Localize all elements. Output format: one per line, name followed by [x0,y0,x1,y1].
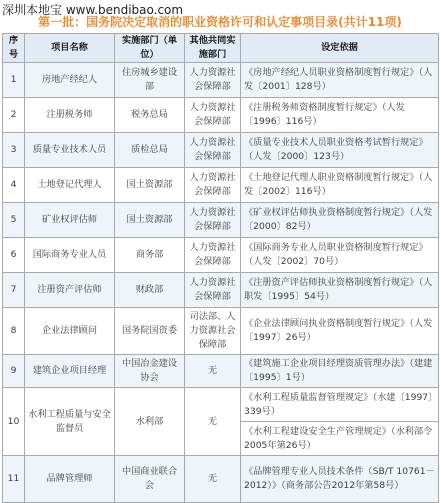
row-seq: 3 [3,133,25,168]
row-co: 人力资源社会保障部 [185,98,241,133]
row-basis: 《房地产经纪人员职业资格制度暂行规定》（人发〔2001〕128号） [241,63,439,98]
row-dept: 中国商业联合会 [115,456,185,503]
row-basis: 《矿业权评估师执业资格制度暂行规定》（人发〔2000〕82号） [241,203,439,238]
row-dept: 国土资源部 [115,203,185,238]
row-seq: 10 [3,388,25,456]
table-row [3,355,439,388]
row-seq: 11 [3,456,25,503]
row-dept: 国土资源部 [115,168,185,203]
row-seq: 4 [3,168,25,203]
row-seq: 1 [3,63,25,98]
table-header-row [3,34,439,63]
row-co: 司法部、人力资源社会保障部 [185,308,241,355]
row-co: 无 [185,388,241,456]
qualification-table [2,33,439,503]
row-dept: 国务院国资委 [115,308,185,355]
row-basis: 《质量专业技术人员职业资格考试暂行规定》（人发〔2000〕123号） [241,133,439,168]
row-name: 注册资产评估师 [25,273,115,308]
header-project-name: 项目名称 [25,34,115,63]
row-dept: 商务部 [115,238,185,273]
header-department: 实施部门（单位） [115,34,185,63]
row-seq: 2 [3,98,25,133]
row-name: 注册税务师 [25,98,115,133]
row-name: 房地产经纪人 [25,63,115,98]
row-dept: 中国冶金建设协会 [115,355,185,388]
row-co: 人力资源社会保障部 [185,273,241,308]
row-basis: 《注册资产评估师执业资格制度暂行规定》（人职发〔1995〕54号） [241,273,439,308]
row-seq: 5 [3,203,25,238]
row-name: 土地登记代理人 [25,168,115,203]
row-name: 国际商务专业人员 [25,238,115,273]
row-dept: 水利部 [115,388,185,456]
table-row [3,273,439,308]
row-seq: 9 [3,355,25,388]
row-co: 人力资源社会保障部 [185,238,241,273]
header-co-department: 其他共同实施部门 [185,34,241,63]
row-dept: 财政部 [115,273,185,308]
row-basis: 《土地登记代理人职业资格制度暂行规定》（人发〔2002〕116号） [241,168,439,203]
row-name: 矿业权评估师 [25,203,115,238]
row-basis: 《建筑施工企业项目经理资质管理办法》（建建〔1995〕1号） [241,355,439,388]
table-row [3,203,439,238]
row-seq: 6 [3,238,25,273]
row-basis: 《国际商务专业人员职业资格制度暂行规定》（人发〔2002〕70号） [241,238,439,273]
table-row [3,168,439,203]
row-name: 质量专业技术人员 [25,133,115,168]
table-title: 第一批：国务院决定取消的职业资格许可和认定事项目录(共计11项) [38,15,402,29]
row-basis-2: 《水利工程建设安全生产管理规定》（水利部令2005年第26号） [241,422,439,456]
row-basis: 《水利工程质量监督管理规定》（水建〔1997〕339号） [241,388,439,422]
table-row [3,308,439,355]
table-row [3,133,439,168]
row-dept: 税务总局 [115,98,185,133]
row-dept: 住房城乡建设部 [115,63,185,98]
row-dept: 质检总局 [115,133,185,168]
table-row [3,388,439,422]
row-seq: 8 [3,308,25,355]
row-basis: 《品牌管理专业人员技术条件（SB/T 10761－2012）》（商务部公告2012年第58号） [241,456,439,503]
table-row [3,63,439,98]
row-co: 人力资源社会保障部 [185,168,241,203]
table-row [3,98,439,133]
row-basis: 《注册税务师资格制度暂行规定》（人发〔1996〕116号） [241,98,439,133]
row-co: 人力资源社会保障部 [185,203,241,238]
table-row [3,238,439,273]
row-co: 无 [185,456,241,503]
table-row [3,456,439,503]
row-co: 人力资源社会保障部 [185,63,241,98]
row-name: 品牌管理师 [25,456,115,503]
row-co: 人力资源社会保障部 [185,133,241,168]
row-name: 建筑企业项目经理 [25,355,115,388]
row-co: 无 [185,355,241,388]
row-basis: 《企业法律顾问执业资格制度暂行规定》（人发〔1997〕26号） [241,308,439,355]
site-watermark: 深圳本地宝 www.bendibao.com [2,3,184,17]
header-basis: 设定依据 [241,34,439,63]
row-name: 企业法律顾问 [25,308,115,355]
row-seq: 7 [3,273,25,308]
row-name: 水利工程质量与安全监督员 [25,388,115,456]
header-seq: 序号 [3,34,25,63]
